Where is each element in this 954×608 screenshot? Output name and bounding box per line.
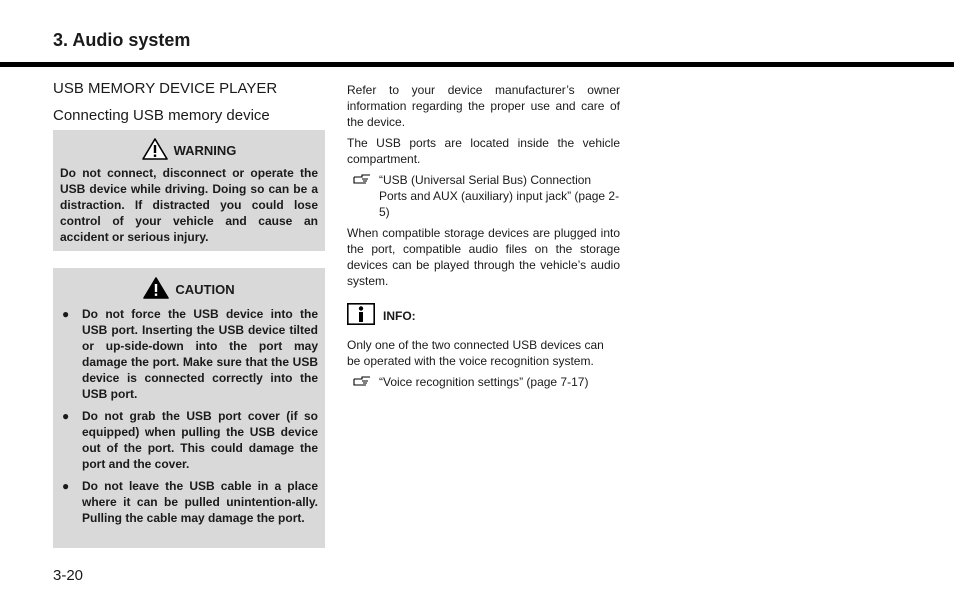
cross-reference[interactable] [347, 374, 620, 390]
header-rule [0, 62, 954, 67]
cross-reference[interactable] [347, 172, 620, 220]
section-subtitle: Connecting USB memory device [53, 107, 270, 124]
info-text: Only one of the two connected USB devices can be operated with the voice recognition system. [347, 338, 604, 368]
right-column [347, 82, 620, 395]
reference-text: “Voice recognition settings” (page 7-17) [379, 375, 589, 389]
paragraph: The USB ports are located inside the vehicle compartment. [347, 136, 620, 166]
warning-box [53, 130, 325, 251]
pointing-hand-icon [353, 173, 373, 189]
caution-header [60, 278, 318, 300]
caution-item: ● Do not leave the USB cable in a place where it can be pulled unintention-ally. Pulling the cable may damage the port. [62, 479, 318, 525]
section-title: USB MEMORY DEVICE PLAYER [53, 80, 278, 97]
info-icon [347, 303, 383, 329]
warning-triangle-icon [142, 138, 174, 163]
paragraph: When compatible storage devices are plugged into the port, compatible audio files on the storage devices can be played through the vehicle’s audio system. [347, 226, 620, 288]
paragraph: Refer to your device manufacturer’s owner information regarding the proper use and care of the device. [347, 83, 620, 129]
caution-box [53, 268, 325, 548]
caution-list [60, 306, 318, 526]
chapter-title: 3. Audio system [53, 30, 191, 50]
warning-text: Do not connect, disconnect or operate the USB device while driving. Doing so can be a distraction. If distracted you could lose control of your vehicle and cause an accident or serious injury. [60, 166, 318, 244]
caution-triangle-icon [143, 277, 175, 302]
info-heading: INFO: [383, 309, 416, 323]
caution-item: ● Do not grab the USB port cover (if so equipped) when pulling the USB device out of the port. This could damage the port and the cover. [62, 409, 318, 471]
caution-item: ● Do not force the USB device into the USB port. Inserting the USB device tilted or up-side-down into the port may damage the port. Make sure that the USB device is connected correctly into the USB port. [62, 307, 318, 401]
warning-header [60, 139, 318, 161]
caution-heading: CAUTION [175, 281, 235, 297]
pointing-hand-icon [353, 375, 373, 391]
page-number: 3-20 [53, 567, 84, 584]
warning-heading: WARNING [173, 142, 237, 158]
reference-text: “USB (Universal Serial Bus) Connection Ports and AUX (auxiliary) input jack” (page 2-5) [379, 173, 620, 219]
info-header [347, 303, 620, 329]
